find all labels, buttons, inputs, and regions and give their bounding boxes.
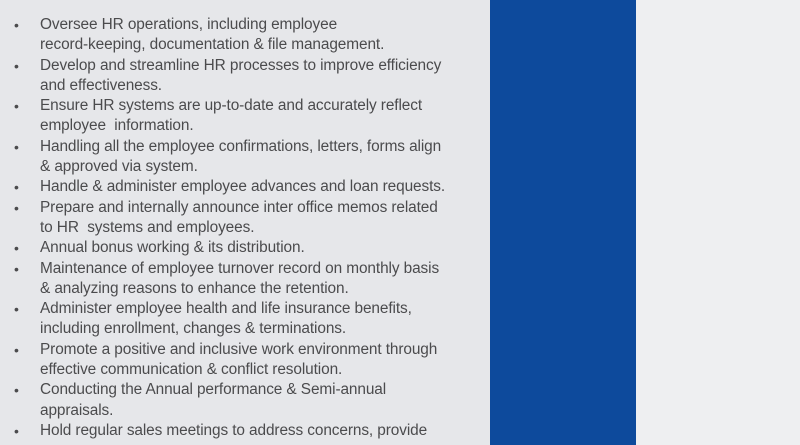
duty-text: Handle & administer employee advances and loan requests. — [40, 178, 446, 196]
bullet-icon: • — [14, 260, 19, 277]
bullet-icon: • — [14, 57, 19, 74]
bullet-icon: • — [14, 240, 19, 257]
duty-text: Annual bonus working & its distribution. — [40, 239, 305, 257]
list-item — [14, 340, 486, 381]
bullet-icon: • — [14, 422, 19, 439]
duty-text: Conducting the Annual performance & Semi-annual appraisals. — [40, 381, 387, 419]
bullet-icon: • — [14, 382, 19, 399]
duty-text: Oversee HR operations, including employee record-keeping, documentation & file management. — [40, 16, 385, 54]
bullet-icon: • — [14, 301, 19, 318]
duties-list — [14, 15, 486, 441]
duty-text: Maintenance of employee turnover record on monthly basis & analyzing reasons to enhance the retention. — [40, 259, 440, 297]
bullet-icon: • — [14, 199, 19, 216]
list-item — [14, 299, 486, 340]
accent-bar — [490, 0, 636, 445]
list-item — [14, 238, 486, 258]
list-item — [14, 380, 486, 421]
bullet-icon: • — [14, 341, 19, 358]
duty-text: Hold regular sales meetings to address concerns, provide — [40, 421, 428, 439]
list-item — [14, 421, 486, 441]
list-item — [14, 56, 486, 97]
bullet-icon: • — [14, 98, 19, 115]
duty-text: Promote a positive and inclusive work environment through effective communication & conflict resolution. — [40, 340, 438, 379]
list-item — [14, 137, 486, 178]
list-item — [14, 15, 486, 56]
bullet-icon: • — [14, 179, 19, 196]
duty-text: Handling all the employee confirmations, letters, forms align & approved via system. — [40, 137, 442, 176]
duty-text: Prepare and internally announce inter office memos related to HR systems and employees. — [40, 198, 438, 236]
right-panel — [636, 0, 800, 445]
list-item — [14, 198, 486, 239]
bullet-icon: • — [14, 17, 19, 33]
list-item — [14, 96, 486, 137]
duty-text: Ensure HR systems are up-to-date and accurately reflect employee information. — [40, 97, 423, 135]
duty-text: Administer employee health and life insurance benefits, including enrollment, changes & terminations. — [40, 300, 412, 338]
duty-text: Develop and streamline HR processes to improve efficiency and effectiveness. — [40, 56, 442, 94]
list-item — [14, 177, 486, 197]
list-item — [14, 259, 486, 300]
bullet-icon: • — [14, 138, 19, 155]
